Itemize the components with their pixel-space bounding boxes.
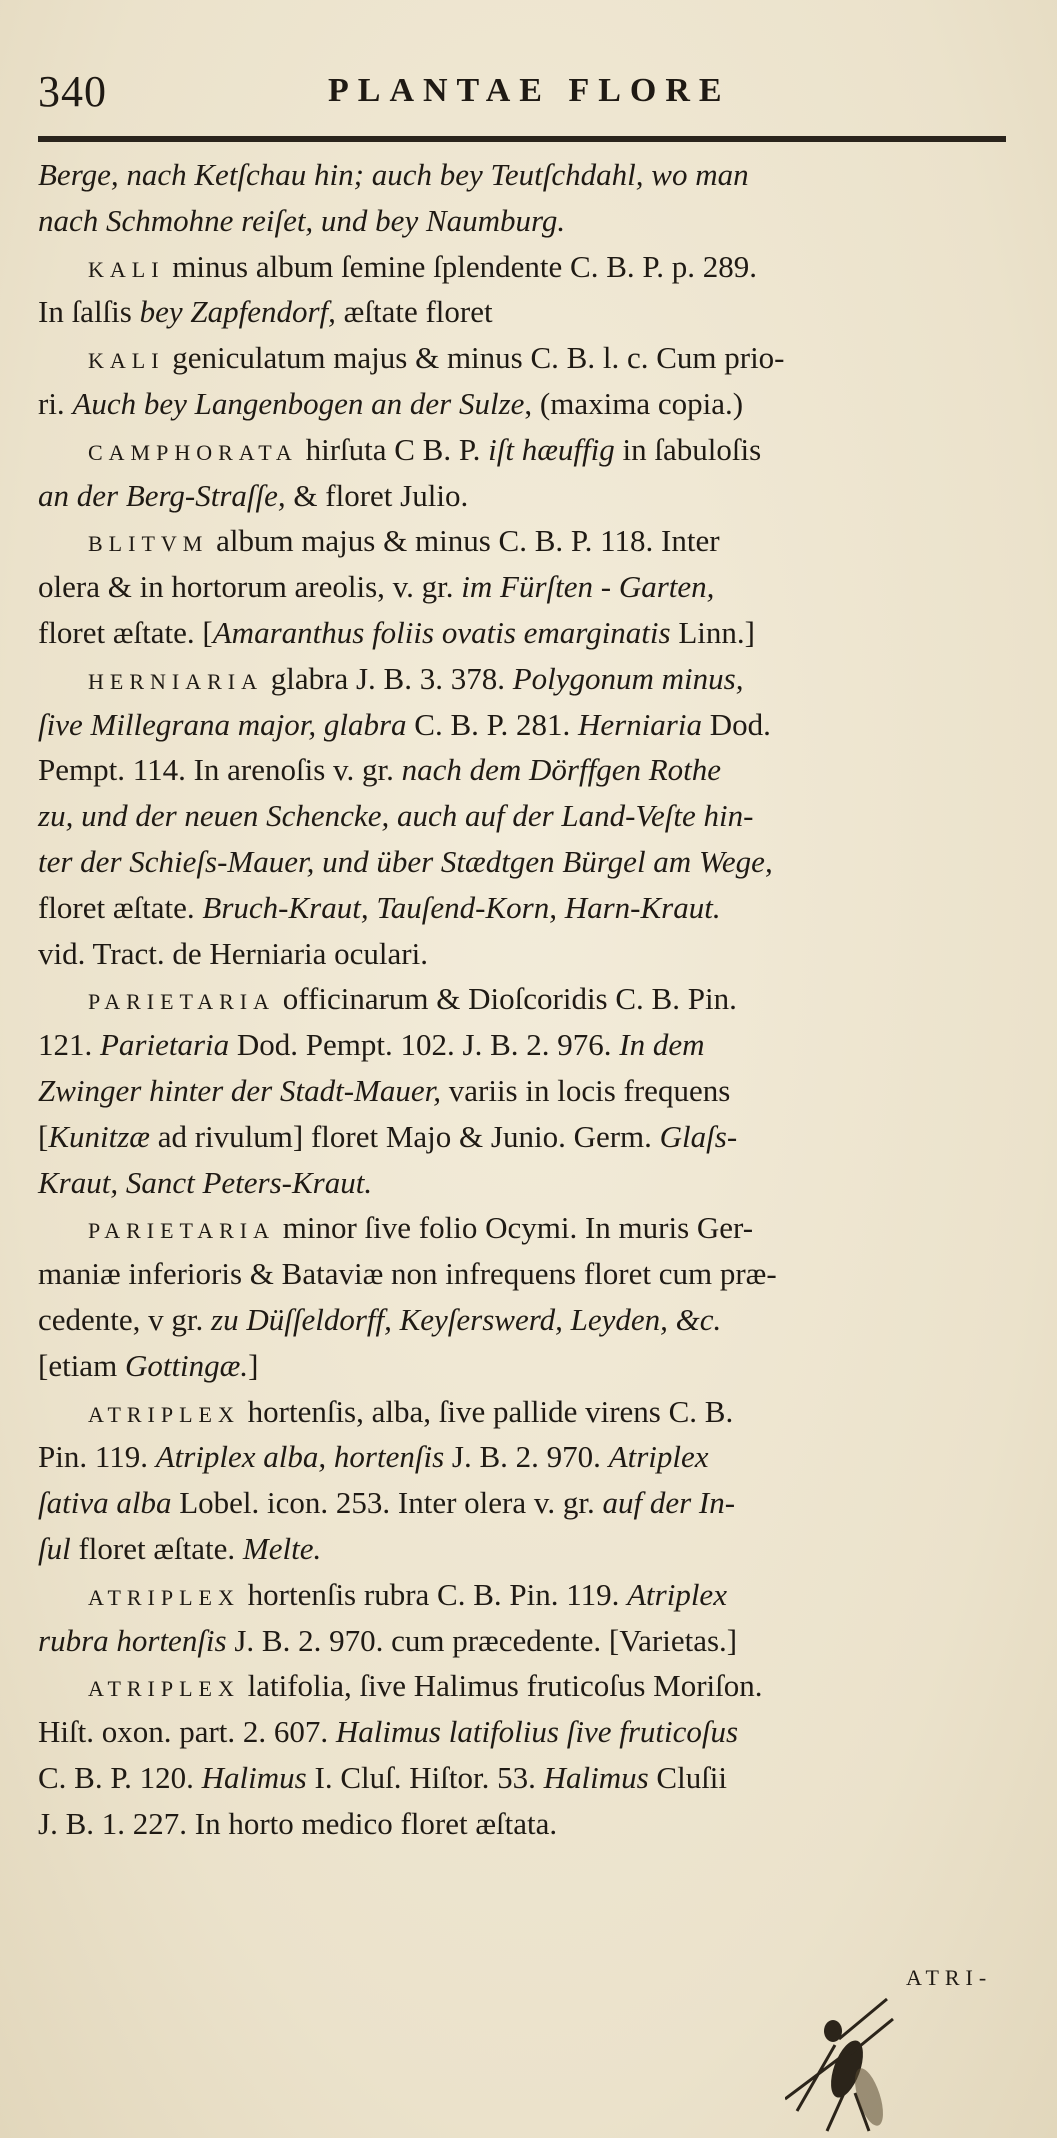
text-line — [38, 244, 1048, 290]
text-span: J. B. 2. 970. cum præcedente. [Varietas.] — [226, 1622, 738, 1658]
text-span: Cluſii — [648, 1759, 728, 1795]
text-span: C. B. P. 120. — [38, 1759, 202, 1795]
genus-name: KALI — [88, 256, 165, 282]
text-span: iſt hæuffig — [488, 431, 615, 467]
text-span: ri. — [38, 385, 73, 421]
text-span: maniæ inferioris & Bataviæ non infrequens floret cum præ- — [38, 1256, 777, 1292]
text-span: zu, und der neuen Schencke, auch auf der Land-Veſte hin- — [38, 798, 754, 834]
text-span: Hiſt. oxon. part. 2. 607. — [38, 1714, 336, 1750]
text-span: Linn.] — [670, 614, 755, 650]
text-span: rubra hortenſis — [38, 1622, 227, 1658]
text-span: glabra J. B. 3. 378. — [263, 660, 513, 696]
text-span: Halimus — [201, 1759, 307, 1795]
text-line — [38, 702, 1048, 748]
text-span: zu Düſſeldorff, Keyſerswerd, Leyden, &c. — [211, 1301, 722, 1337]
text-span: Bruch-Kraut, Tauſend-Korn, Harn-Kraut. — [202, 889, 721, 925]
genus-name: ATRIPLEX — [88, 1676, 240, 1702]
text-span: hortenſis, alba, ſive pallide virens C. B. — [239, 1393, 734, 1429]
text-line — [38, 1022, 1048, 1068]
text-span: an der Berg-Straſſe, — [38, 477, 286, 513]
text-span: Dod. — [701, 706, 771, 742]
genus-name: ATRIPLEX — [88, 1584, 240, 1610]
text-span: J. B. 1. 227. In horto medico floret æſtata. — [38, 1805, 558, 1841]
text-span: In dem — [619, 1027, 705, 1063]
text-line — [38, 1389, 1048, 1435]
text-span: ſive Millegrana major, glabra — [38, 706, 407, 742]
genus-name: PARIETARIA — [88, 989, 275, 1015]
text-span: J. B. 2. 970. — [444, 1439, 609, 1475]
text-span: Pin. 119. — [38, 1439, 156, 1475]
text-span: Lobel. icon. 253. Inter olera v. gr. — [171, 1485, 603, 1521]
text-span: Kunitzæ — [48, 1118, 150, 1154]
text-span: & floret Julio. — [285, 477, 469, 513]
text-span: ter der Schieſs-Mauer, und über Stædtgen Bürgel am Wege, — [38, 843, 773, 879]
text-line — [38, 473, 1048, 519]
text-line — [38, 289, 1048, 335]
text-span: cedente, v gr. — [38, 1301, 212, 1337]
text-span: Melte. — [242, 1530, 322, 1566]
text-line — [38, 1205, 1048, 1251]
text-line — [38, 839, 1048, 885]
text-span: olera & in hortorum areolis, v. gr. — [38, 569, 462, 605]
genus-name: PARIETARIA — [88, 1218, 275, 1244]
text-span: floret æſtate. — [70, 1530, 243, 1566]
text-line — [38, 198, 1048, 244]
text-line — [38, 885, 1048, 931]
text-span: hirſuta C B. P. — [297, 431, 489, 467]
text-span: [etiam — [38, 1347, 125, 1383]
text-span: nach Schmohne reiſet, und bey Naumburg. — [38, 202, 566, 238]
catchword: ATRI- — [906, 1965, 993, 1990]
text-line — [38, 1709, 1048, 1755]
text-line — [38, 1755, 1048, 1801]
text-span: ſul — [38, 1530, 71, 1566]
text-span: , (maxima copia.) — [524, 385, 744, 421]
text-span: 121. — [38, 1027, 100, 1063]
genus-name: KALI — [88, 348, 165, 374]
text-span: Zwinger hinter der Stadt-Mauer, — [38, 1072, 441, 1108]
text-span: [ — [38, 1118, 49, 1154]
text-span: Auch bey Langenbogen an der Sulze — [72, 385, 525, 421]
text-line — [38, 1068, 1048, 1114]
text-line — [38, 381, 1048, 427]
header-rule — [38, 136, 1006, 142]
text-line — [38, 1160, 1048, 1206]
text-span: æſtate floret — [335, 294, 493, 330]
page-header — [38, 66, 1018, 126]
text-span: Glaſs- — [659, 1118, 738, 1154]
text-span: Halimus latifolius ſive fruticoſus — [335, 1714, 739, 1750]
genus-name: ATRIPLEX — [88, 1401, 240, 1427]
text-span: Dod. Pempt. 102. J. B. 2. 976. — [229, 1027, 620, 1063]
text-span: floret æſtate. — [38, 889, 203, 925]
text-span: Amaranthus foliis ovatis emarginatis — [212, 614, 671, 650]
text-line — [38, 1114, 1048, 1160]
pressed-insect-icon — [785, 1995, 905, 2135]
text-line — [38, 793, 1048, 839]
text-span: variis in locis frequens — [441, 1072, 731, 1108]
text-span: Kraut, Sanct Peters-Kraut. — [38, 1164, 373, 1200]
running-head: PLANTAE FLORE — [328, 72, 731, 109]
text-span: bey Zapfendorf, — [139, 294, 336, 330]
text-span: Atriplex alba, hortenſis — [155, 1439, 445, 1475]
text-line — [38, 610, 1048, 656]
text-line — [38, 976, 1048, 1022]
text-line — [38, 656, 1048, 702]
text-span: geniculatum majus & minus C. B. l. c. Cum prio- — [164, 340, 785, 376]
text-span: latifolia, ſive Halimus fruticoſus Moriſon. — [239, 1668, 763, 1704]
text-line — [38, 931, 1048, 977]
text-span: hortenſis rubra C. B. Pin. 119. — [239, 1576, 628, 1612]
text-span: nach dem Dörffgen Rothe — [401, 752, 722, 788]
page-body — [38, 152, 1048, 1846]
text-line — [38, 1526, 1048, 1572]
text-span: Halimus — [543, 1759, 649, 1795]
text-span: officinarum & Dioſcoridis C. B. Pin. — [275, 981, 737, 1017]
text-span: ad rivulum] floret Majo & Junio. Germ. — [149, 1118, 660, 1154]
text-line — [38, 1297, 1048, 1343]
text-line — [38, 564, 1048, 610]
text-span: auf der In- — [602, 1485, 736, 1521]
text-line — [38, 1572, 1048, 1618]
text-span: C. B. P. 281. — [406, 706, 578, 742]
text-line — [38, 1801, 1048, 1847]
text-line — [38, 335, 1048, 381]
text-line — [38, 747, 1048, 793]
text-line — [38, 1663, 1048, 1709]
text-line — [38, 518, 1048, 564]
text-span: floret æſtate. [ — [38, 614, 213, 650]
text-span: In ſalſis — [38, 294, 140, 330]
text-span: Atriplex — [608, 1439, 709, 1475]
genus-name: HERNIARIA — [88, 668, 263, 694]
text-span: ſativa alba — [38, 1485, 172, 1521]
text-line — [38, 152, 1048, 198]
text-span: Gottingæ. — [124, 1347, 249, 1383]
text-span: im Fürſten - Garten, — [461, 569, 715, 605]
text-line — [38, 1480, 1048, 1526]
text-span: vid. Tract. de Herniaria oculari. — [38, 935, 428, 971]
text-line — [38, 1343, 1048, 1389]
text-span: Pempt. 114. In arenoſis v. gr. — [38, 752, 402, 788]
text-line — [38, 1251, 1048, 1297]
text-span: I. Cluſ. Hiſtor. 53. — [306, 1759, 544, 1795]
text-span: album majus & minus C. B. P. 118. Inter — [208, 523, 720, 559]
text-span: ] — [248, 1347, 259, 1383]
text-span: minus album ſemine ſplendente C. B. P. p. 289. — [164, 248, 757, 284]
text-span: in ſabuloſis — [614, 431, 762, 467]
text-line — [38, 1434, 1048, 1480]
text-line — [38, 1618, 1048, 1664]
text-span: Polygonum minus, — [512, 660, 744, 696]
genus-name: BLITVM — [88, 531, 209, 557]
text-line — [38, 427, 1048, 473]
page-number: 340 — [38, 67, 107, 116]
genus-name: CAMPHORATA — [88, 439, 298, 465]
text-span: Parietaria — [100, 1027, 230, 1063]
text-span: Berge, nach Ketſchau hin; auch bey Teutſchdahl, wo man — [38, 157, 749, 192]
text-span: Atriplex — [627, 1576, 727, 1612]
text-span: minor ſive folio Ocymi. In muris Ger- — [275, 1210, 754, 1246]
text-span: Herniaria — [577, 706, 702, 742]
